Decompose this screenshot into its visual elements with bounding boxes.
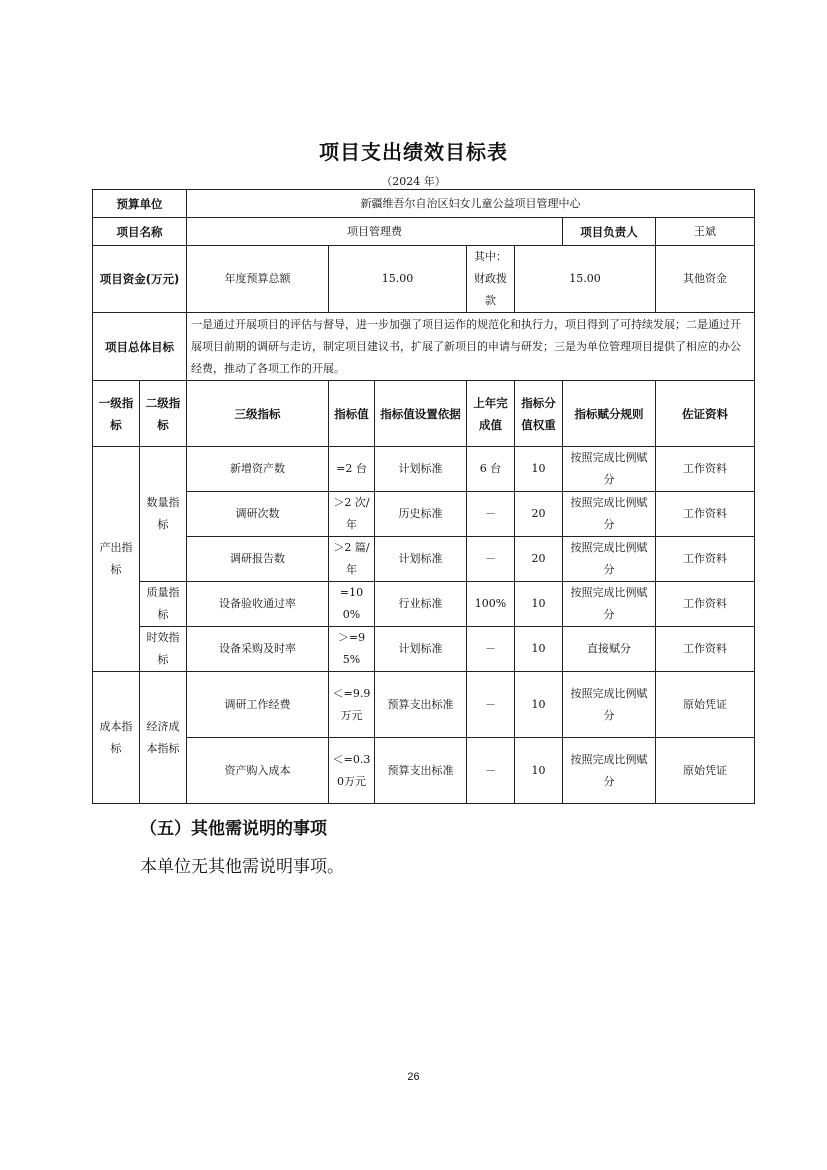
header-level2: 二级指标 [140,381,187,447]
row-name: 资产购入成本 [187,738,329,804]
annual-total-label: 年度预算总额 [187,246,329,313]
row-last: 6 台 [467,447,515,492]
page-number: 26 [407,1071,420,1083]
row-basis: 计划标准 [375,627,467,672]
performance-target-table [92,189,755,804]
row-basis: 计划标准 [375,447,467,492]
table-row [93,492,755,537]
row-evidence: 工作资料 [656,582,755,627]
group-quantity: 数量指标 [140,447,187,582]
project-name-label: 项目名称 [93,218,187,246]
row-name: 调研报告数 [187,537,329,582]
fiscal-label: 其中：财政拨款 [467,246,515,313]
budget-unit-value: 新疆维吾尔自治区妇女儿童公益项目管理中心 [187,190,755,218]
row-rule: 按照完成比例赋分 [563,582,656,627]
row-value: ＞=95% [329,627,375,672]
annual-total-value: 15.00 [329,246,467,313]
row-rule: 直接赋分 [563,627,656,672]
row-weight: 10 [515,672,563,738]
project-leader-label: 项目负责人 [563,218,656,246]
project-funds-label: 项目资金(万元) [93,246,187,313]
overall-goal-row [93,313,755,381]
group-quality: 质量指标 [140,582,187,627]
row-value: =100% [329,582,375,627]
row-rule: 按照完成比例赋分 [563,492,656,537]
row-value: ＞2 篇/年 [329,537,375,582]
row-evidence: 工作资料 [656,537,755,582]
row-weight: 20 [515,537,563,582]
row-evidence: 工作资料 [656,447,755,492]
row-weight: 20 [515,492,563,537]
row-name: 调研次数 [187,492,329,537]
table-row [93,738,755,804]
row-evidence: 工作资料 [656,627,755,672]
row-evidence: 原始凭证 [656,738,755,804]
other-funds-label: 其他资金 [656,246,755,313]
row-name: 新增资产数 [187,447,329,492]
row-value: =2 台 [329,447,375,492]
table-row [93,537,755,582]
row-basis: 历史标准 [375,492,467,537]
row-basis: 行业标准 [375,582,467,627]
header-indicator-value: 指标值 [329,381,375,447]
project-funds-row [93,246,755,313]
row-weight: 10 [515,447,563,492]
row-value: ＜=0.30万元 [329,738,375,804]
group-economic-cost: 经济成本指标 [140,672,187,804]
group-output: 产出指标 [93,447,140,672]
row-weight: 10 [515,627,563,672]
row-weight: 10 [515,582,563,627]
header-scoring-rule: 指标赋分规则 [563,381,656,447]
table-row [93,447,755,492]
row-evidence: 原始凭证 [656,672,755,738]
table-row [93,672,755,738]
row-last: － [467,537,515,582]
overall-goal-text: 一是通过开展项目的评估与督导，进一步加强了项目运作的规范化和执行力，项目得到了可持续发展；二是通过开展项目前期的调研与走访，制定项目建议书，扩展了新项目的申请与研发；三是为单位管理项目提供了相应的办公经费，推动了各项工作的开展。 [187,313,755,381]
row-last: － [467,492,515,537]
fiscal-value: 15.00 [515,246,656,313]
header-level1: 一级指标 [93,381,140,447]
group-cost: 成本指标 [93,672,140,804]
row-last: － [467,672,515,738]
row-name: 设备验收通过率 [187,582,329,627]
row-last: － [467,738,515,804]
table-title: 项目支出绩效目标表 [319,140,508,164]
header-last-year: 上年完成值 [467,381,515,447]
group-timeliness: 时效指标 [140,627,187,672]
budget-unit-row [93,190,755,218]
table-row [93,627,755,672]
header-level3: 三级指标 [187,381,329,447]
row-evidence: 工作资料 [656,492,755,537]
row-last: － [467,627,515,672]
header-weight: 指标分值权重 [515,381,563,447]
row-last: 100% [467,582,515,627]
row-value: ＜=9.9万元 [329,672,375,738]
project-leader-value: 王斌 [656,218,755,246]
row-rule: 按照完成比例赋分 [563,738,656,804]
row-rule: 按照完成比例赋分 [563,672,656,738]
row-value: ＞2 次/年 [329,492,375,537]
section-body: 本单位无其他需说明事项。 [140,857,344,877]
row-rule: 按照完成比例赋分 [563,537,656,582]
row-name: 设备采购及时率 [187,627,329,672]
row-basis: 计划标准 [375,537,467,582]
project-name-row [93,218,755,246]
table-row [93,582,755,627]
row-basis: 预算支出标准 [375,672,467,738]
project-name-value: 项目管理费 [187,218,563,246]
section-heading: （五）其他需说明的事项 [140,819,327,839]
table-year: （2024 年） [381,175,446,188]
overall-goal-label: 项目总体目标 [93,313,187,381]
indicator-header-row [93,381,755,447]
row-basis: 预算支出标准 [375,738,467,804]
row-weight: 10 [515,738,563,804]
row-name: 调研工作经费 [187,672,329,738]
header-basis: 指标值设置依据 [375,381,467,447]
row-rule: 按照完成比例赋分 [563,447,656,492]
header-evidence: 佐证资料 [656,381,755,447]
budget-unit-label: 预算单位 [93,190,187,218]
